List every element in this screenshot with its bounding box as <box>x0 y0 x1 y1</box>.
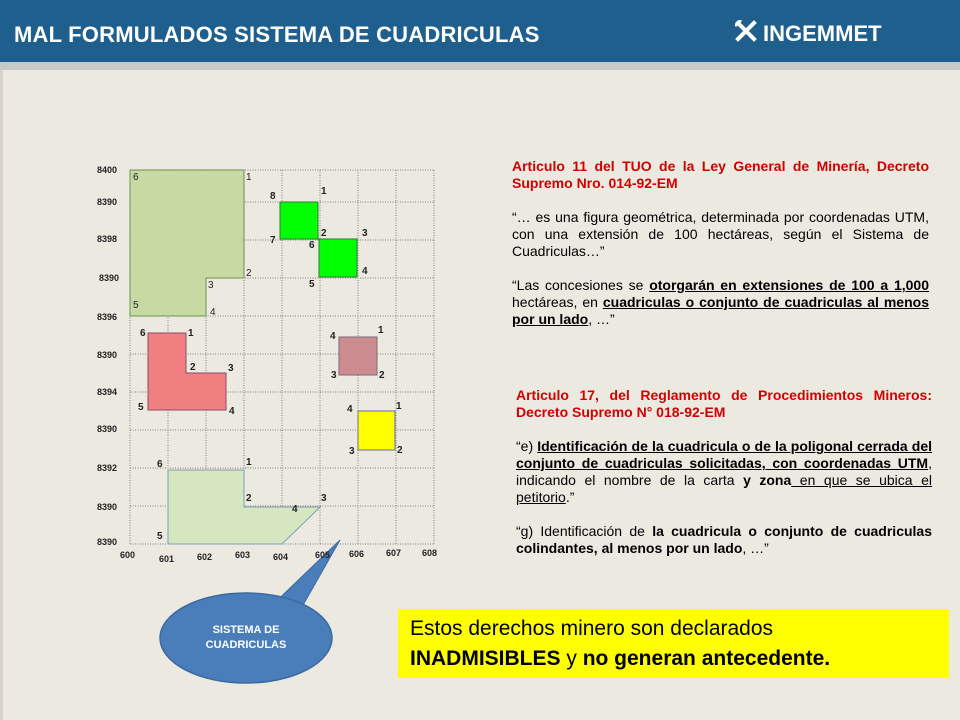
green-l-shape-vertex-label: 4 <box>210 307 216 318</box>
y-tick-label: 8400 <box>97 165 118 175</box>
text-run-bold: la cuadricula o conjunto de cuadriculas colindantes, al menos por un lado <box>516 523 932 556</box>
red-l-shape-vertex-label: 3 <box>228 363 234 374</box>
red-l-shape <box>148 333 226 410</box>
pale-green-shape-vertex-label: 5 <box>157 531 163 542</box>
article-17-item-g <box>516 523 932 557</box>
text-run-bold: otorgarán en extensiones de 100 a 1,000 <box>649 277 929 293</box>
bright-green-squares-vertex-label: 6 <box>309 240 315 251</box>
x-tick-label: 605 <box>315 550 331 560</box>
callout-bold: INADMISIBLES <box>410 647 561 670</box>
mauve-square-vertex-label: 4 <box>330 331 336 342</box>
y-tick-label: 8398 <box>97 234 118 244</box>
green-l-shape-vertex-label: 2 <box>246 268 252 279</box>
bright-green-squares-vertex-label: 5 <box>309 279 315 290</box>
bubble-line-1: SISTEMA DE <box>212 624 280 636</box>
y-tick-label: 8394 <box>97 387 118 397</box>
pale-green-shape-vertex-label: 1 <box>246 457 252 468</box>
red-l-shape-vertex-label: 2 <box>190 362 196 373</box>
yellow-square-vertex-label: 3 <box>349 446 355 457</box>
yellow-square-vertex-label: 1 <box>396 401 402 412</box>
text-run: , …” <box>588 311 615 327</box>
text-run: “g) Identificación de <box>516 523 653 539</box>
callout-bold-2: no generan antecedente. <box>582 647 831 670</box>
callout-line-2 <box>410 647 830 671</box>
logo-text: INGEMMET <box>763 21 882 47</box>
y-tick-label: 8390 <box>97 197 118 207</box>
green-l-shape-vertex-label: 1 <box>246 172 252 183</box>
x-tick-label: 607 <box>386 548 402 558</box>
red-l-shape-vertex-label: 1 <box>188 328 194 339</box>
article-11-quote: “… es una figura geométrica, determinada por coordenadas UTM, con una extensión de 100 hectáreas, según el Sistema de Cuadriculas…” <box>512 209 929 259</box>
yellow-square-vertex-label: 2 <box>397 445 403 456</box>
bright-green-squares-vertex-label: 8 <box>270 191 276 202</box>
text-run-bold: Identificación de la cuadricula o de la poligonal cerrada del conjunto de cuadriculas solicitadas, con coordenadas UTM <box>516 438 932 471</box>
article-17-block <box>516 387 932 574</box>
pale-green-shape-vertex-label: 4 <box>292 504 298 515</box>
pale-green-shape-vertex-label: 3 <box>321 493 327 504</box>
text-run: “e) <box>516 438 538 454</box>
mauve-square <box>339 337 377 375</box>
green-l-shape-vertex-label: 5 <box>133 300 139 311</box>
y-tick-label: 8390 <box>99 273 120 283</box>
bright-green-squares-vertex-label: 2 <box>321 228 327 239</box>
x-tick-label: 602 <box>197 552 213 562</box>
text-run-bold: cuadriculas o conjunto de cuadriculas al menos por un lado <box>512 294 929 327</box>
article-11-concessions <box>512 277 929 328</box>
bright-green-square-2 <box>319 239 357 277</box>
y-tick-label: 8396 <box>97 312 118 322</box>
bubble-line-2: CUADRICULAS <box>205 639 287 651</box>
pale-green-shape-vertex-label: 6 <box>157 459 163 470</box>
article-17-item-e <box>516 438 932 506</box>
text-run: hectáreas, en <box>512 294 603 310</box>
green-l-shape <box>130 170 244 316</box>
callout-mid: y <box>560 647 583 670</box>
red-l-shape-vertex-label: 5 <box>138 402 144 413</box>
page-title: MAL FORMULADOS SISTEMA DE CUADRICULAS <box>14 22 540 47</box>
yellow-square <box>358 411 395 450</box>
x-tick-label: 600 <box>120 550 136 560</box>
x-tick-label: 606 <box>349 549 365 559</box>
text-run: “Las concesiones se <box>512 277 650 293</box>
y-tick-label: 8392 <box>97 463 118 473</box>
y-tick-label: 8390 <box>97 537 118 547</box>
mauve-square-vertex-label: 1 <box>378 325 384 336</box>
text-run: , indicando el nombre de la carta <box>516 455 932 488</box>
text-run-bold: y zona <box>743 472 792 488</box>
article-17-heading: Articulo 17, del Reglamento de Procedimientos Mineros: Decreto Supremo N° 018-92-EM <box>516 387 932 420</box>
bubble-label <box>178 623 314 653</box>
article-11-heading: Articulo 11 del TUO de la Ley General de Minería, Decreto Supremo Nro. 014-92-EM <box>512 158 929 191</box>
bright-green-squares-vertex-label: 1 <box>321 186 327 197</box>
y-tick-label: 8390 <box>97 350 118 360</box>
text-run-underline: en que se ubica el petitorio <box>516 472 933 505</box>
x-tick-label: 604 <box>273 552 289 562</box>
mauve-square-vertex-label: 3 <box>331 370 337 381</box>
yellow-square-vertex-label: 4 <box>347 404 353 415</box>
bright-green-squares-vertex-label: 7 <box>270 235 276 246</box>
inadmisibles-callout <box>398 609 949 678</box>
y-tick-label: 8390 <box>97 424 118 434</box>
x-tick-label: 608 <box>422 548 438 558</box>
red-l-shape-vertex-label: 6 <box>140 328 146 339</box>
article-11-block <box>512 158 929 345</box>
bright-green-squares-vertex-label: 3 <box>362 228 368 239</box>
text-run: .” <box>565 489 575 505</box>
bright-green-squares-vertex-label: 4 <box>362 266 368 277</box>
y-tick-label: 8390 <box>97 502 118 512</box>
pale-green-shape-vertex-label: 2 <box>246 493 252 504</box>
text-run: , …” <box>742 540 769 556</box>
x-tick-label: 601 <box>159 554 175 564</box>
red-l-shape-vertex-label: 4 <box>229 406 235 417</box>
green-l-shape-vertex-label: 6 <box>133 172 139 183</box>
green-l-shape-vertex-label: 3 <box>208 280 214 291</box>
callout-line-1: Estos derechos minero son declarados <box>410 617 774 640</box>
bright-green-square-1 <box>280 202 318 239</box>
x-tick-label: 603 <box>235 550 251 560</box>
mauve-square-vertex-label: 2 <box>379 370 385 381</box>
